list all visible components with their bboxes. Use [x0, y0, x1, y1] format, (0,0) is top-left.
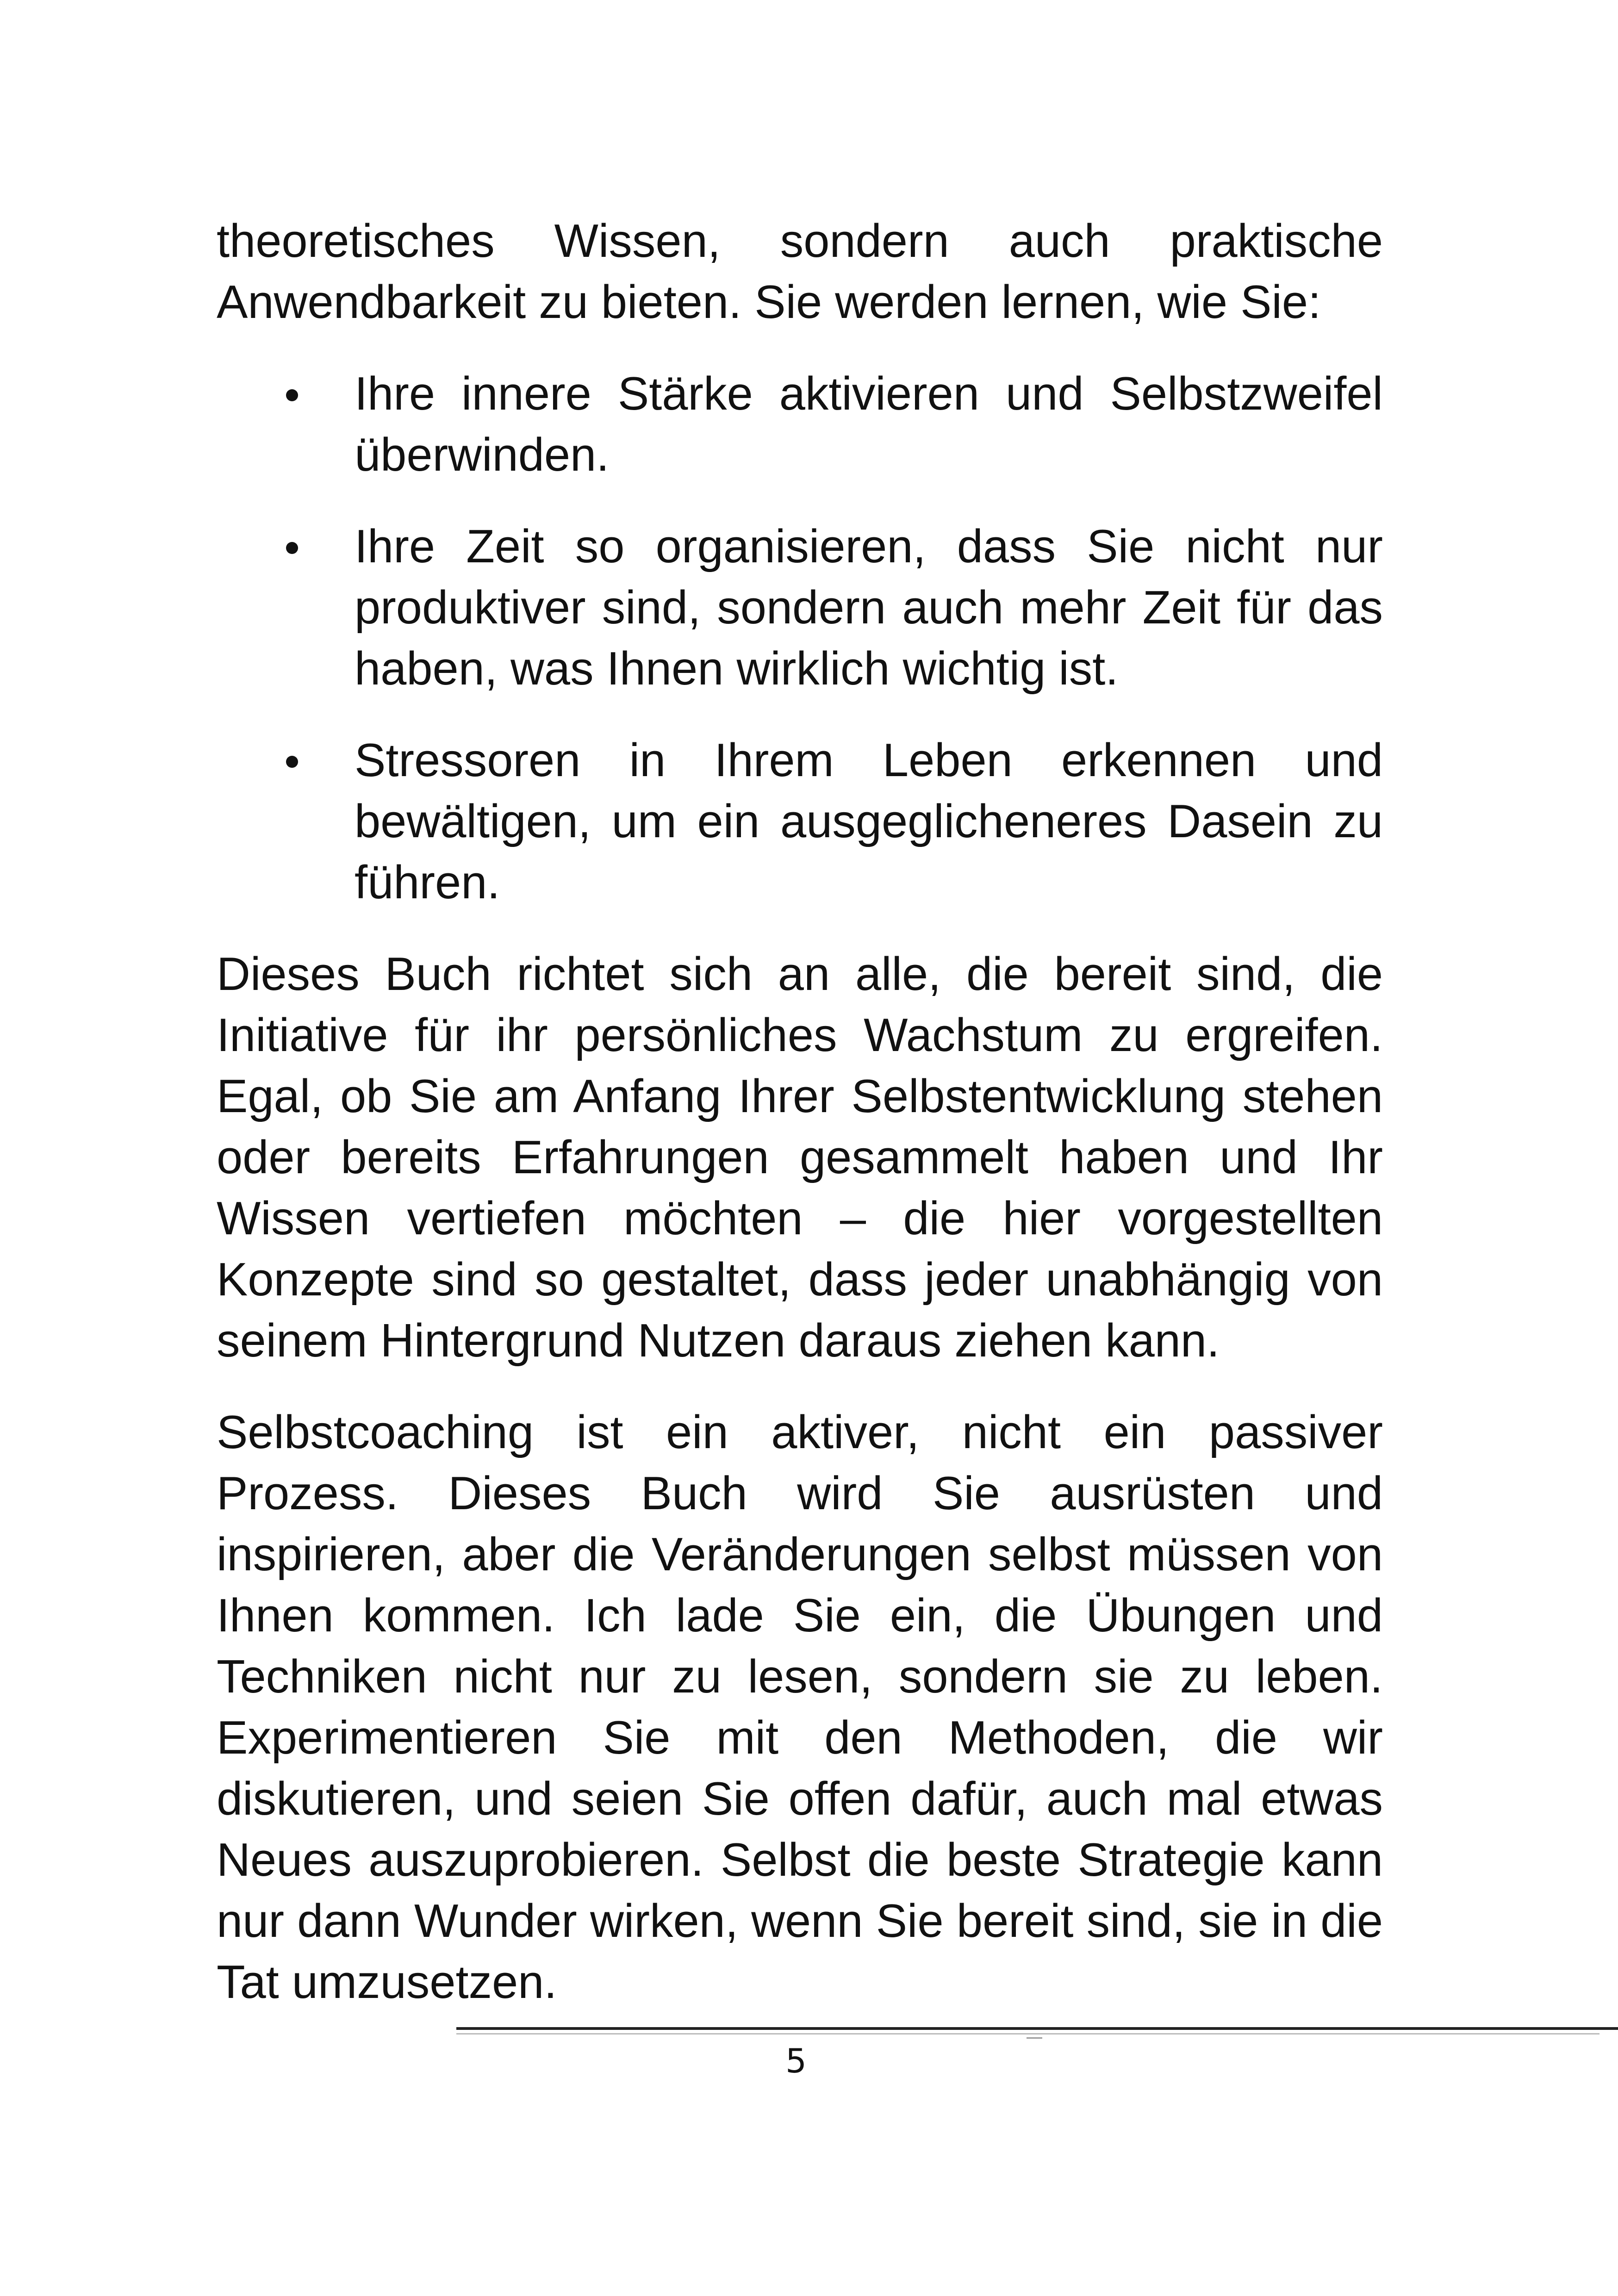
footer-divider-shadow	[456, 2033, 1599, 2035]
bullet-dot-icon	[286, 389, 298, 401]
bullet-dot-icon	[286, 542, 298, 554]
bullet-item	[217, 730, 1383, 913]
paragraph-audience: Dieses Buch richtet sich an alle, die bereit sind, die Initiative für ihr persönliches Wachstum zu ergreifen. Egal, ob Sie am Anfang Ihrer Selbstentwicklung stehen oder bereits Erfahrungen gesammelt haben und Ihr Wissen vertiefen möchten – die hier vorgestellten Konzepte sind so gestaltet, dass jeder unabhängig von seinem Hintergrund Nutzen daraus ziehen kann.	[217, 948, 1383, 1367]
bullet-text: Ihre Zeit so organisieren, dass Sie nicht nur produktiver sind, sondern auch mehr Zeit für das haben, was Ihnen wirklich wichtig ist.	[355, 521, 1383, 695]
paragraph-process: Selbstcoaching ist ein aktiver, nicht ein passiver Prozess. Dieses Buch wird Sie ausrüsten und inspirieren, aber die Veränderungen selbst müssen von Ihnen kommen. Ich lade Sie ein, die Übungen und Techniken nicht nur zu lesen, sondern sie zu leben. Experimentieren Sie mit den Methoden, die wir diskutieren, und seien Sie offen dafür, auch mal etwas Neues auszuprobieren. Selbst die beste Strategie kann nur dann Wunder wirken, wenn Sie bereit sind, sie in die Tat umzusetzen.	[217, 1406, 1383, 2008]
footer-divider	[456, 2027, 1618, 2030]
bullet-text: Stressoren in Ihrem Leben erkennen und bewältigen, um ein ausgeglicheneres Dasein zu führen.	[355, 734, 1383, 908]
bullet-text: Ihre innere Stärke aktivieren und Selbstzweifel überwinden.	[355, 368, 1383, 481]
paragraph-intro: theoretisches Wissen, sondern auch praktische Anwendbarkeit zu bieten. Sie werden lernen, wie Sie:	[217, 215, 1383, 328]
bullet-list	[217, 363, 1383, 913]
page-body	[217, 211, 1383, 2013]
page-number: 5	[785, 2041, 807, 2080]
footer-tick-mark	[1027, 2037, 1042, 2039]
bullet-item	[217, 363, 1383, 485]
bullet-item	[217, 516, 1383, 699]
bullet-dot-icon	[286, 756, 298, 768]
